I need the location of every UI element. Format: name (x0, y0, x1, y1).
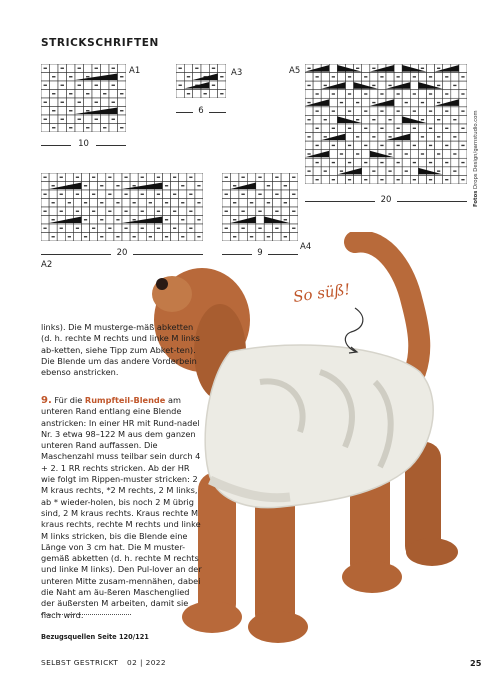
step-lead: Für die (54, 395, 83, 405)
photo-credit (470, 98, 480, 210)
divider (41, 614, 131, 615)
body-intro (41, 322, 203, 378)
footer-magazine: SELBST GESTRICKT (41, 658, 119, 667)
body-intro-text: links). Die M musterge-mäß abketten (d. h. rechte M rechts und linke M links ab-ketten, siehe Tipp zum Abket-ten). Die Blende um das andere Vorderbein ebenso anstricken. (41, 322, 200, 378)
chart-a3 (176, 64, 226, 98)
step-number: 9. (41, 395, 52, 406)
handwriting-annotation: So süß! (292, 280, 352, 306)
chart-a5-width-value: 20 (380, 195, 392, 205)
chart-a4-label: A4 (300, 242, 312, 252)
footer (41, 658, 166, 667)
section-title: STRICKSCHRIFTEN (41, 37, 159, 49)
photo-credit-bold: Fotos (473, 190, 479, 207)
chart-a5-width (305, 195, 467, 205)
chart-a2-width-value: 20 (116, 248, 128, 258)
chart-a1 (41, 64, 126, 132)
chart-a4 (222, 173, 298, 241)
chart-a3-label: A3 (231, 68, 243, 78)
body-step-9 (41, 395, 203, 621)
chart-a4-width-value: 9 (257, 248, 263, 258)
step-title: Rumpfteil-Blende (84, 395, 166, 405)
handwriting-arrow (335, 306, 375, 356)
page-number: 25 (470, 658, 482, 668)
footer-issue: 02 | 2022 (127, 658, 167, 667)
chart-a1-width-value: 10 (78, 139, 89, 149)
chart-a3-width-value: 6 (198, 106, 204, 116)
chart-a2-label: A2 (41, 260, 53, 270)
chart-a3-width (176, 106, 226, 116)
chart-a5-label: A5 (289, 66, 301, 76)
chart-a1-width (41, 139, 126, 149)
sources-note: Bezugsquellen Seite 120/121 (41, 633, 149, 641)
chart-a2 (41, 173, 203, 241)
chart-a1-label: A1 (129, 66, 141, 76)
chart-a5 (305, 64, 467, 184)
photo-credit-text: Drops Design/garnstudio.com (473, 110, 479, 189)
step-text: am unteren Rand entlang eine Blende anstricken: In einer HR mit Rund-nadel Nr. 3 etwa 98–122 M aus dem ganzen unteren Rand auffassen. Die Maschenzahl muss teilbar sein durch 4 + 2. 1 RR rechts stricken. Ab der HR wie folgt im Rippen-muster stricken: 2 M kraus rechts, *2 M rechts, 2 M links, ab * wieder-holen, bis noch 2 M übrig sind, 2 M kraus rechts. Kraus rechte M kraus rechts, rechte M rechts und linke M links stricken, bis die Blende eine Länge von 3 cm hat. Die M muster-gemäß abketten (d. h. rechte M rechts und linke M links). Den Pul-lover an der unteren Mitte zusam-mennähen, dabei die Naht am äu-ßeren Maschenglied der äußersten M arbeiten, damit sie flach wird. (41, 395, 202, 620)
